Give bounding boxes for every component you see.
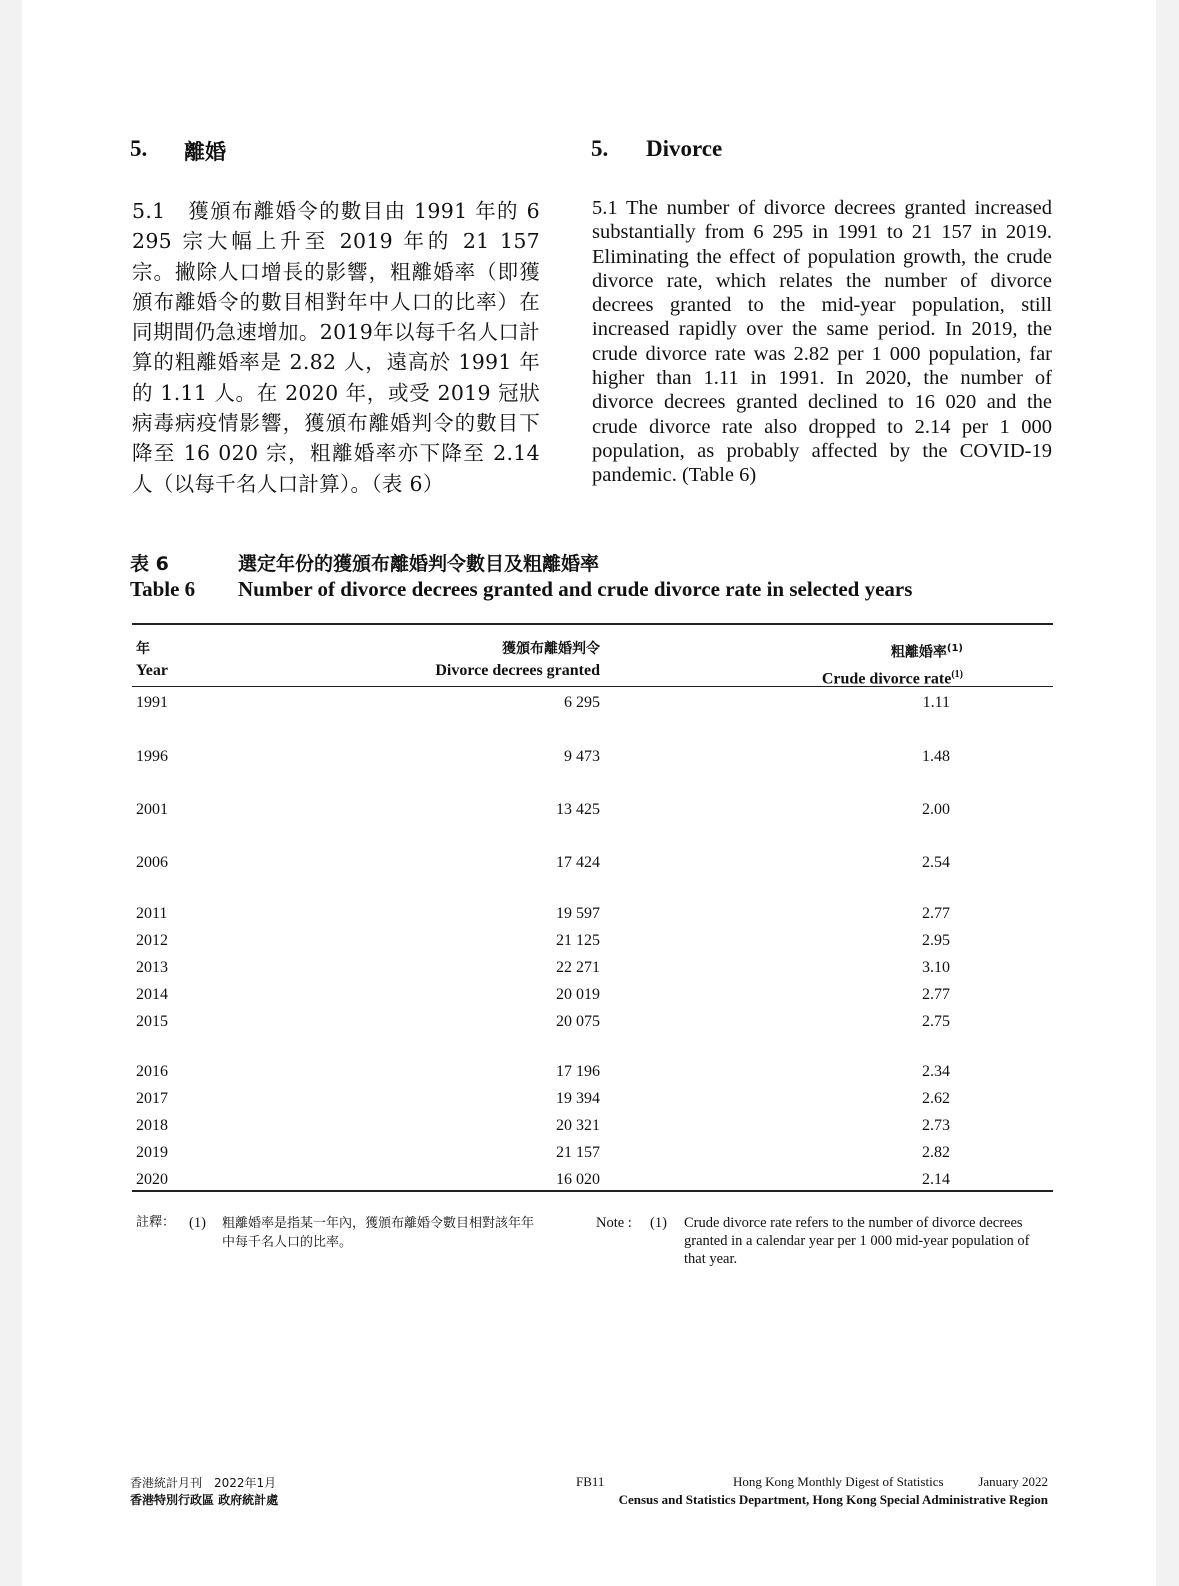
row-year: 1996 [136, 748, 168, 765]
header-rate-zh-line [822, 638, 963, 664]
row-rate: 2.00 [922, 801, 950, 818]
footer-en-date: January 2022 [978, 1474, 1048, 1489]
header-year [136, 638, 168, 682]
footer-en-department: Census and Statistics Department, Hong Kong Special Administrative Region [618, 1492, 1048, 1507]
note-label-en: Note : [596, 1215, 632, 1231]
header-decrees [435, 638, 600, 682]
row-rate: 2.77 [922, 986, 950, 1003]
section-number-zh: 5. [130, 136, 148, 161]
row-decrees: 20 075 [556, 1013, 600, 1030]
row-decrees: 16 020 [556, 1171, 600, 1188]
row-year: 2017 [136, 1090, 168, 1107]
row-rate: 2.73 [922, 1117, 950, 1134]
table-label-en: Table 6 [130, 577, 196, 601]
section-number-en: 5. [591, 136, 609, 161]
note-number-zh: (1) [189, 1215, 206, 1231]
footer-page-number: FB11 [576, 1474, 605, 1489]
row-rate: 2.34 [922, 1063, 950, 1080]
row-rate: 2.75 [922, 1013, 950, 1030]
row-year: 2006 [136, 854, 168, 871]
row-rate: 2.62 [922, 1090, 950, 1107]
header-year-zh: 年 [136, 641, 150, 657]
paragraph-zh: 5.1 獲頒布離婚令的數目由 1991 年的 6 295 宗大幅上升至 2019 年的 21 157 宗。撇除人口增長的影響，粗離婚率（即獲頒布離婚令的數目相對年中人口的比率）在同期間仍急速增加。2019年以每千名人口計算的粗離婚率是 2.82 人，遠高於 1991 年的 1.11 人。在 2020 年，或受 2019 冠狀病毒病疫情影響，獲頒布離婚判令的數目下降至 16 020 宗，粗離婚率亦下降至 2.14 人（以每千名人口計算）。（表 6） [132, 199, 540, 496]
header-rate-zh-note: (1) [946, 643, 963, 654]
row-rate: 1.48 [922, 748, 950, 765]
row-decrees: 19 597 [556, 905, 600, 922]
header-year-en: Year [136, 662, 168, 679]
note-text-en: Crude divorce rate refers to the number of divorce decrees granted in a calendar year per 1 000 mid-year population of that year. [684, 1215, 1030, 1267]
row-rate: 2.14 [922, 1171, 950, 1188]
document-page [22, 0, 1156, 1586]
row-rate: 2.54 [922, 854, 950, 871]
row-decrees: 21 157 [556, 1144, 600, 1161]
row-decrees: 13 425 [556, 801, 600, 818]
table-top-rule [132, 623, 1053, 625]
row-decrees: 20 321 [556, 1117, 600, 1134]
row-decrees: 19 394 [556, 1090, 600, 1107]
row-rate: 3.10 [922, 959, 950, 976]
row-year: 2012 [136, 932, 168, 949]
row-decrees: 17 196 [556, 1063, 600, 1080]
row-year: 2019 [136, 1144, 168, 1161]
row-rate: 2.95 [922, 932, 950, 949]
row-rate: 1.11 [922, 694, 950, 711]
note-number-en: (1) [650, 1215, 667, 1231]
footer-en-publication: Hong Kong Monthly Digest of Statistics [733, 1474, 944, 1489]
row-decrees: 22 271 [556, 959, 600, 976]
row-year: 2018 [136, 1117, 168, 1134]
note-label-zh: 註釋： [136, 1215, 176, 1230]
row-year: 2013 [136, 959, 168, 976]
row-year: 1991 [136, 694, 168, 711]
row-year: 2011 [136, 905, 168, 922]
header-decrees-zh: 獲頒布離婚判令 [502, 641, 600, 657]
row-rate: 2.77 [922, 905, 950, 922]
paragraph-en: 5.1 The number of divorce decrees granted increased substantially from 6 295 in 1991 to 21 157 in 2019. Eliminating the effect of population growth, the crude divorce rate, which relates the number of divorce decrees granted to the mid-year population, still increased rapidly over the same period. In 2019, the crude divorce rate was 2.82 per 1 000 population, far higher than 1.11 in 1991. In 2020, the number of divorce decrees granted declined to 16 020 and the crude divorce rate also dropped to 2.14 per 1 000 population, as probably affected by the COVID-19 pandemic. (Table 6) [592, 197, 1052, 487]
note-text-zh: 粗離婚率是指某一年內，獲頒布離婚令數目相對該年年中每千名人口的比率。 [222, 1216, 535, 1250]
table-title-zh: 選定年份的獲頒布離婚判令數目及粗離婚率 [238, 553, 600, 575]
header-rate-en-note: (1) [951, 668, 963, 680]
table-label-zh: 表 6 [130, 553, 169, 575]
row-decrees: 20 019 [556, 986, 600, 1003]
table-title-en: Number of divorce decrees granted and crude divorce rate in selected years [238, 577, 913, 601]
footer-zh-publication: 香港統計月刊 2022年1月 [130, 1476, 277, 1490]
row-decrees: 21 125 [556, 932, 600, 949]
section-title-en: Divorce [646, 136, 723, 161]
header-rate-zh: 粗離婚率 [890, 644, 947, 661]
footer-zh-department: 香港特別行政區 政府統計處 [130, 1493, 279, 1507]
row-decrees: 9 473 [564, 748, 600, 765]
header-rate-en-line [822, 664, 963, 690]
row-year: 2015 [136, 1013, 168, 1030]
row-year: 2001 [136, 801, 168, 818]
row-decrees: 17 424 [556, 854, 600, 871]
row-year: 2016 [136, 1063, 168, 1080]
row-year: 2014 [136, 986, 168, 1003]
row-decrees: 6 295 [564, 694, 600, 711]
row-year: 2020 [136, 1171, 168, 1188]
table-bottom-rule [132, 1190, 1053, 1192]
row-rate: 2.82 [922, 1144, 950, 1161]
header-rate-en: Crude divorce rate [821, 669, 952, 687]
header-rate [822, 638, 963, 690]
section-title-zh: 離婚 [184, 140, 226, 164]
header-decrees-en: Divorce decrees granted [435, 662, 600, 679]
